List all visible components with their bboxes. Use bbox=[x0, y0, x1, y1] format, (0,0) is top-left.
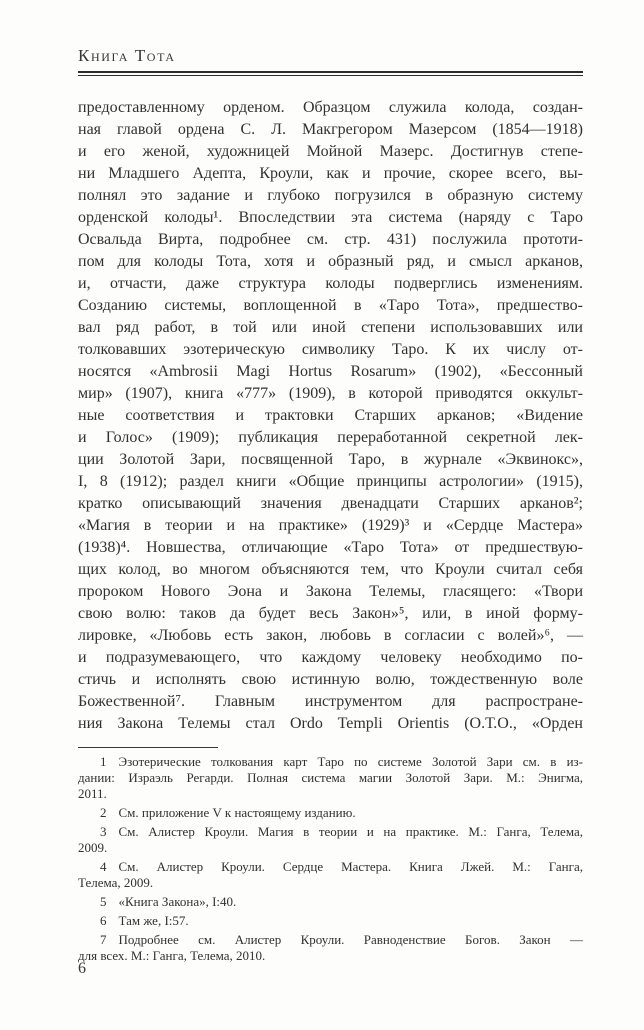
body-line: стичь и исполнять свою истинную волю, тождественную воле bbox=[78, 671, 583, 688]
page-content bbox=[78, 46, 583, 964]
footnote bbox=[78, 805, 583, 821]
body-line: Освальда Вирта, подробнее см. стр. 431) послужила прототи- bbox=[78, 231, 583, 248]
running-head-title: Книга Тота bbox=[78, 46, 176, 65]
body-line: толковавших эзотерическую символику Таро. К их числу от- bbox=[78, 341, 583, 358]
footnote bbox=[78, 824, 583, 856]
body-line: мир» (1907), книга «777» (1909), в которой приводятся оккульт- bbox=[78, 385, 583, 402]
footnote-line: дании: Израэль Регарди. Полная система магии Золотой Зари. М.: Энигма, bbox=[78, 770, 583, 785]
body-line: ные соответствия и трактовки Старших арканов; «Видение bbox=[78, 407, 583, 424]
body-text bbox=[78, 97, 583, 735]
footnote-line: 7 Подробнее см. Алистер Кроули. Равноденствие Богов. Закон — bbox=[100, 932, 583, 947]
body-line: Созданию системы, воплощенной в «Таро Тота», предшество- bbox=[78, 297, 583, 314]
body-line: пророком Нового Эона и Закона Телемы, гласящего: «Твори bbox=[78, 583, 583, 600]
body-line: орденской колоды¹. Впоследствии эта система (наряду с Таро bbox=[78, 209, 583, 226]
page-number: 6 bbox=[78, 960, 86, 977]
body-line: и его женой, художницей Мойной Мазерс. Достигнув степе- bbox=[78, 143, 583, 160]
footnote-line: 3 См. Алистер Кроули. Магия в теории и на практике. М.: Ганга, Телема, bbox=[100, 824, 583, 839]
footnote-number: 3 bbox=[100, 824, 107, 839]
footnote-number: 1 bbox=[100, 754, 107, 769]
footnotes-block bbox=[78, 754, 583, 964]
body-line: ния Закона Телемы стал Ordo Templi Orientis (О.Т.О., «Орден bbox=[78, 715, 583, 732]
body-line: лировке, «Любовь есть закон, любовь в согласии с волей»⁶, — bbox=[78, 627, 583, 644]
footnote bbox=[78, 913, 583, 929]
body-line: ни Младшего Адепта, Кроули, как и прочие, скорее всего, вы- bbox=[78, 165, 583, 182]
body-line: I, 8 (1912); раздел книги «Общие принципы астрологии» (1915), bbox=[78, 473, 583, 490]
footnote-line: 1 Эзотерические толкования карт Таро по системе Золотой Зари см. в из- bbox=[100, 754, 583, 769]
body-line: ции Золотой Зари, посвященной Таро, в журнале «Эквинокс», bbox=[78, 451, 583, 468]
footnote-line: 2011. bbox=[78, 786, 107, 801]
footnote-line: Телема, 2009. bbox=[78, 875, 154, 890]
body-line: и Голос» (1909); публикация переработанной секретной лек- bbox=[78, 429, 583, 446]
footnote-line: 2 См. приложение V к настоящему изданию. bbox=[100, 805, 356, 820]
footnote-rule bbox=[78, 747, 218, 748]
body-line: вал ряд работ, в той или иной степени использовавших или bbox=[78, 319, 583, 336]
footnote bbox=[78, 932, 583, 964]
footnote-number: 5 bbox=[100, 894, 107, 909]
footnote bbox=[78, 894, 583, 910]
body-line: и подразумевающего, что каждому человеку необходимо по- bbox=[78, 649, 583, 666]
footnote-line: 2009. bbox=[78, 840, 108, 855]
footnote-line: 4 См. Алистер Кроули. Сердце Мастера. Книга Лжей. М.: Ганга, bbox=[100, 859, 583, 874]
body-line: пом для колоды Тота, хотя и образный ряд, и смысл арканов, bbox=[78, 253, 583, 270]
footnote-line: 6 Там же, I:57. bbox=[100, 913, 189, 928]
footnote bbox=[78, 859, 583, 891]
footnote-line: 5 «Книга Закона», I:40. bbox=[100, 894, 237, 909]
footnote-number: 4 bbox=[100, 859, 107, 874]
body-line: и, отчасти, даже структура колоды подверглись изменениям. bbox=[78, 275, 583, 292]
body-line: «Магия в теории и на практике» (1929)³ и «Сердце Мастера» bbox=[78, 517, 583, 534]
body-line: полнял это задание и глубоко погрузился в образную систему bbox=[78, 187, 583, 204]
body-line: носятся «Ambrosii Magi Hortus Rosarum» (1902), «Бессонный bbox=[78, 363, 583, 380]
header-rule bbox=[78, 71, 583, 76]
footnote-number: 6 bbox=[100, 913, 107, 928]
body-line: щих колод, во многом объясняются тем, что Кроули считал себя bbox=[78, 561, 583, 578]
footnote-line: для всех. М.: Ганга, Телема, 2010. bbox=[78, 948, 266, 963]
body-line: ная главой ордена С. Л. Макгрегором Мазерсом (1854—1918) bbox=[78, 121, 583, 138]
body-line: (1938)⁴. Новшества, отличающие «Таро Тота» от предшествую- bbox=[78, 539, 583, 556]
footnote-number: 7 bbox=[100, 932, 107, 947]
footnote-number: 2 bbox=[100, 805, 107, 820]
footnote bbox=[78, 754, 583, 802]
body-line: Божественной⁷. Главным инструментом для распростране- bbox=[78, 693, 583, 710]
body-line: кратко описывающий значения двенадцати Старших арканов²; bbox=[78, 495, 583, 512]
body-line: свою волю: таков да будет весь Закон»⁵, или, в иной форму- bbox=[78, 605, 583, 622]
body-line: предоставленному орденом. Образцом служила колода, создан- bbox=[78, 99, 583, 116]
